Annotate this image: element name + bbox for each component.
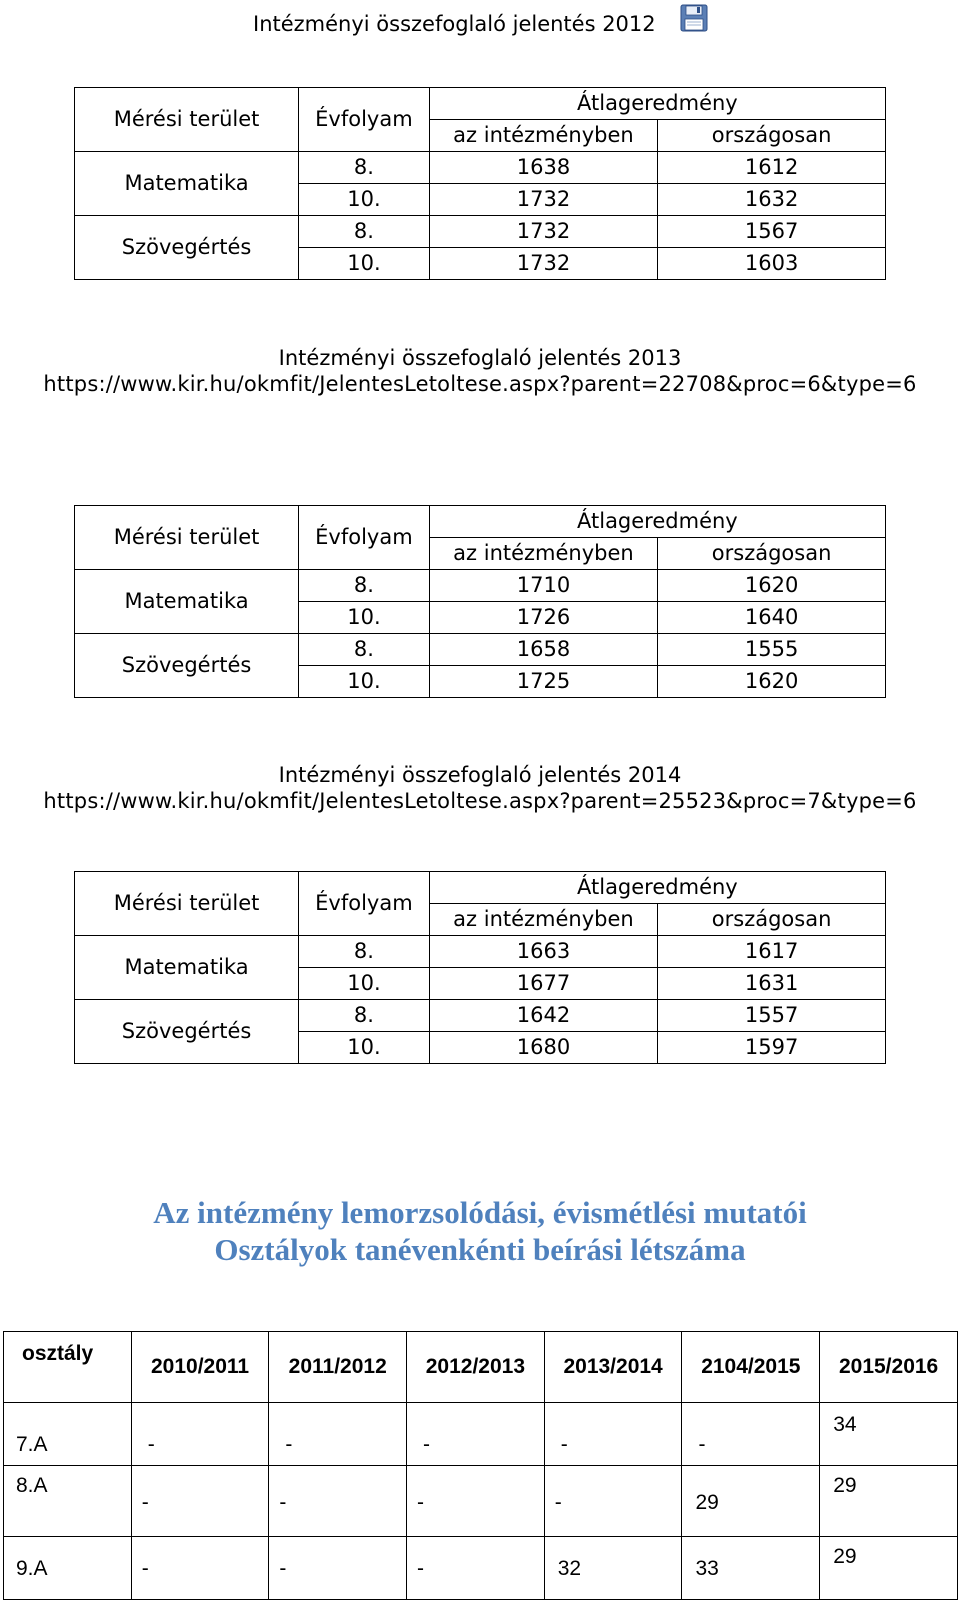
area-cell: Matematika (75, 570, 299, 634)
area-cell: Szövegértés (75, 1000, 299, 1064)
grade-cell: 10. (299, 968, 430, 1000)
value-cell (544, 1537, 682, 1600)
value-label: 34 (833, 1413, 857, 1436)
area-cell: Szövegértés (75, 216, 299, 280)
area-cell: Matematika (75, 936, 299, 1000)
value-cell (131, 1466, 269, 1537)
col-year-header: Évfolyam (299, 88, 430, 152)
col-avg-header (429, 88, 885, 120)
inst-cell: 1726 (429, 602, 657, 634)
col-year-header: 2104/2015 (682, 1332, 820, 1403)
inst-cell: 1677 (429, 968, 657, 1000)
grade-cell: 10. (299, 1032, 430, 1064)
grade-cell: 8. (299, 1000, 430, 1032)
value-label: - (141, 1557, 149, 1580)
results-table-2013 (74, 505, 886, 698)
value-cell (407, 1466, 545, 1537)
inst-cell: 1710 (429, 570, 657, 602)
report-2013-heading: Intézményi összefoglaló jelentés 2013 (278, 346, 682, 370)
value-cell (269, 1537, 407, 1600)
value-cell (820, 1537, 958, 1600)
area-cell: Matematika (75, 152, 299, 216)
value-label: - (279, 1557, 287, 1580)
grade-cell: 8. (299, 634, 430, 666)
inst-cell: 1725 (429, 666, 657, 698)
value-cell (820, 1403, 958, 1466)
col-area-header: Mérési terület (75, 506, 299, 570)
class-label: 8.A (16, 1474, 48, 1497)
value-cell (131, 1537, 269, 1600)
report-2013-url[interactable]: https://www.kir.hu/okmfit/JelentesLetoltese.aspx?parent=22708&proc=6&type=6 (43, 372, 917, 396)
value-label: - (417, 1557, 425, 1580)
grade-cell: 8. (299, 152, 430, 184)
col-year-header: 2010/2011 (131, 1332, 269, 1403)
col-inst-header: az intézményben (429, 120, 657, 152)
class-enrollment-table (3, 1331, 958, 1600)
value-label: 29 (833, 1474, 857, 1497)
value-cell (544, 1403, 682, 1466)
nat-cell: 1567 (658, 216, 886, 248)
class-cell (4, 1466, 132, 1537)
enrollment-section-subtitle: Osztályok tanévenkénti beírási létszáma (214, 1232, 746, 1267)
value-label: - (423, 1433, 431, 1456)
table-row (4, 1466, 958, 1537)
value-cell (820, 1466, 958, 1537)
nat-cell: 1631 (658, 968, 886, 1000)
value-cell (131, 1403, 269, 1466)
results-table-2014 (74, 871, 886, 1064)
value-label: - (560, 1433, 568, 1456)
nat-cell: 1620 (658, 570, 886, 602)
col-year-header: Évfolyam (299, 872, 430, 936)
class-cell (4, 1537, 132, 1600)
grade-cell: 10. (299, 184, 430, 216)
grade-cell: 8. (299, 570, 430, 602)
class-label: 7.A (16, 1433, 48, 1456)
table-row (4, 1403, 958, 1466)
value-label: 29 (833, 1545, 857, 1568)
col-nat-header: országosan (658, 120, 886, 152)
value-cell (407, 1403, 545, 1466)
col-nat-header: országosan (658, 538, 886, 570)
inst-cell: 1732 (429, 184, 657, 216)
nat-cell: 1612 (658, 152, 886, 184)
grade-cell: 10. (299, 666, 430, 698)
nat-cell: 1603 (658, 248, 886, 280)
nat-cell: 1597 (658, 1032, 886, 1064)
grade-cell: 8. (299, 936, 430, 968)
col-year-header: 2015/2016 (820, 1332, 958, 1403)
report-2014-heading: Intézményi összefoglaló jelentés 2014 (278, 763, 682, 787)
col-area-header: Mérési terület (75, 88, 299, 152)
col-year-header: 2011/2012 (269, 1332, 407, 1403)
value-label: - (417, 1491, 425, 1514)
col-class-header: osztály (4, 1332, 132, 1403)
value-label: 29 (695, 1491, 719, 1514)
value-label: - (279, 1491, 287, 1514)
class-label: 9.A (16, 1557, 48, 1580)
nat-cell: 1640 (658, 602, 886, 634)
report-2014-url[interactable]: https://www.kir.hu/okmfit/JelentesLetoltese.aspx?parent=25523&proc=7&type=6 (43, 789, 917, 813)
value-cell (682, 1537, 820, 1600)
col-inst-header: az intézményben (429, 904, 657, 936)
inst-cell: 1663 (429, 936, 657, 968)
nat-cell: 1557 (658, 1000, 886, 1032)
value-label: - (698, 1433, 706, 1456)
grade-cell: 10. (299, 248, 430, 280)
inst-cell: 1732 (429, 248, 657, 280)
inst-cell: 1680 (429, 1032, 657, 1064)
col-year-header: Évfolyam (299, 506, 430, 570)
value-cell (682, 1403, 820, 1466)
nat-cell: 1620 (658, 666, 886, 698)
inst-cell: 1732 (429, 216, 657, 248)
value-cell (544, 1466, 682, 1537)
col-area-header: Mérési terület (75, 872, 299, 936)
value-cell (407, 1537, 545, 1600)
floppy-disk-icon[interactable] (680, 4, 708, 32)
col-avg-header-label: Átlageredmény (577, 91, 738, 115)
col-inst-header: az intézményben (429, 538, 657, 570)
dropout-section-title: Az intézmény lemorzsolódási, évismétlési mutatói (153, 1195, 807, 1230)
class-cell (4, 1403, 132, 1466)
col-year-header: 2012/2013 (407, 1332, 545, 1403)
value-label: 32 (557, 1557, 582, 1580)
value-cell (269, 1403, 407, 1466)
col-avg-header: Átlageredmény (429, 872, 885, 904)
report-2012-heading: Intézményi összefoglaló jelentés 2012 (253, 12, 656, 36)
inst-cell: 1638 (429, 152, 657, 184)
table-header-row (4, 1332, 958, 1403)
inst-cell: 1658 (429, 634, 657, 666)
col-nat-header: országosan (658, 904, 886, 936)
nat-cell: 1617 (658, 936, 886, 968)
value-label: - (141, 1491, 149, 1514)
grade-cell: 8. (299, 216, 430, 248)
value-label: - (285, 1433, 293, 1456)
value-label: - (147, 1433, 155, 1456)
table-row (4, 1537, 958, 1600)
area-cell: Szövegértés (75, 634, 299, 698)
nat-cell: 1632 (658, 184, 886, 216)
grade-cell: 10. (299, 602, 430, 634)
inst-cell: 1642 (429, 1000, 657, 1032)
value-label: - (554, 1491, 562, 1514)
value-label: 33 (695, 1557, 719, 1580)
value-cell (269, 1466, 407, 1537)
results-table-2012 (74, 87, 886, 280)
nat-cell: 1555 (658, 634, 886, 666)
value-cell (682, 1466, 820, 1537)
col-year-header: 2013/2014 (544, 1332, 682, 1403)
col-avg-header: Átlageredmény (429, 506, 885, 538)
